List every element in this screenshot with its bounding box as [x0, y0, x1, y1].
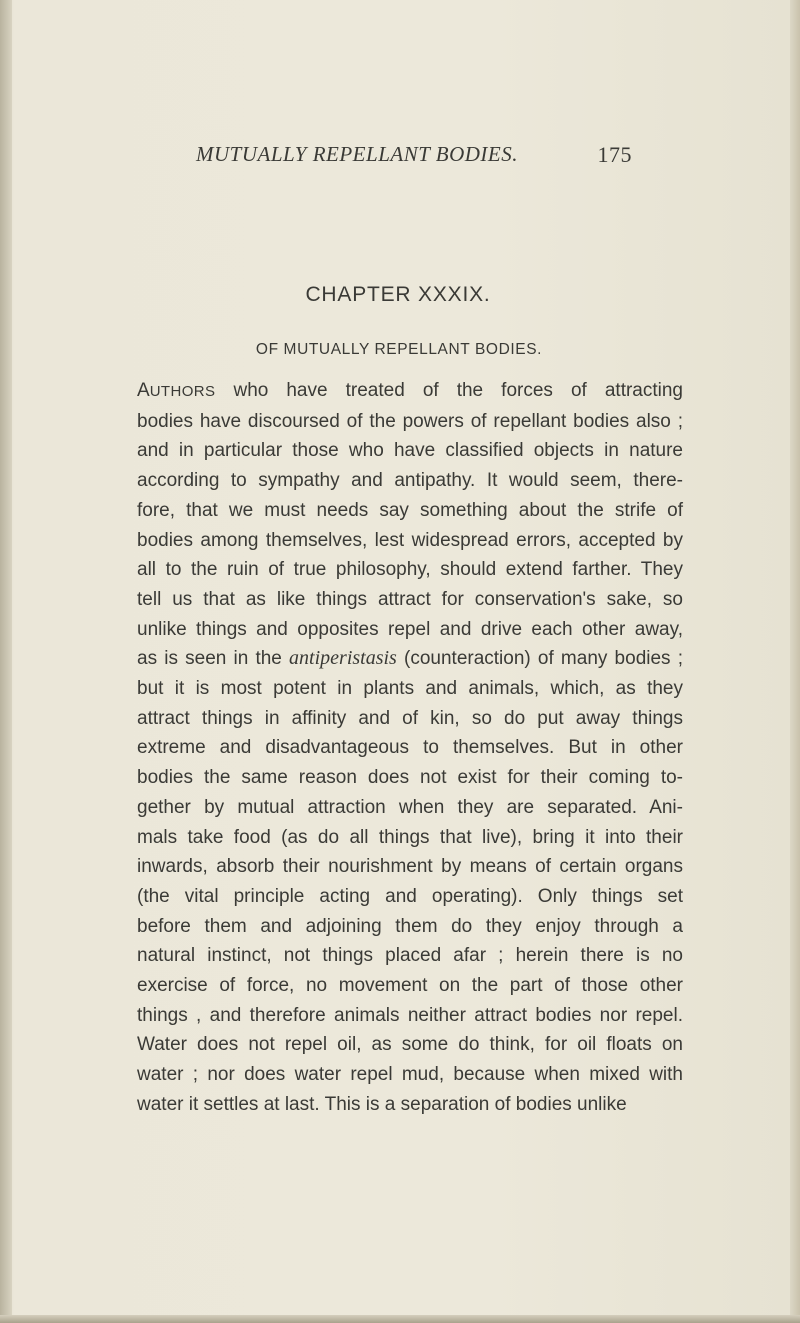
- text-line: water it settles at last. This is a separation of bodies unlike: [137, 1093, 627, 1115]
- text-line: (the vital principle acting and operating). Only things set: [137, 885, 683, 907]
- chapter-subtitle: OF MUTUALLY REPELLANT BODIES.: [255, 341, 543, 358]
- text-line: natural instinct, not things placed afar ; herein there is no: [137, 945, 683, 967]
- chapter-title: CHAPTER XXXIX.: [305, 283, 491, 306]
- text-line: exercise of force, no movement on the part of those other: [137, 975, 683, 997]
- text-line: water ; nor does water repel mud, because when mixed with: [137, 1064, 683, 1086]
- page-edge-left: [0, 0, 12, 1323]
- text-line: before them and adjoining them do they enjoy through a: [137, 915, 683, 937]
- text-line: tell us that as like things attract for conservation's sake, so: [137, 588, 683, 610]
- italic-term: antiperistasis: [289, 647, 397, 670]
- text-line: mals take food (as do all things that live), bring it into their: [137, 826, 683, 848]
- text-line: bodies among themselves, lest widespread errors, accepted by: [137, 529, 683, 551]
- text-line: inwards, absorb their nourishment by means of certain organs: [137, 856, 683, 878]
- text-line: according to sympathy and antipathy. It would seem, there-: [137, 470, 683, 492]
- page-edge-bottom: [0, 1315, 800, 1323]
- line-text: who have treated of the forces of attracting: [215, 380, 683, 401]
- line-text: (counteraction) of many bodies ;: [396, 648, 683, 670]
- text-line: but it is most potent in plants and animals, which, as they: [137, 678, 683, 700]
- text-line: [137, 644, 683, 674]
- text-line: bodies the same reason does not exist for their coming to-: [137, 767, 683, 789]
- text-line: extreme and disadvantageous to themselves. But in other: [137, 737, 683, 759]
- text-line: things , and therefore animals neither attract bodies nor repel.: [137, 1004, 683, 1026]
- page-edge-right: [790, 0, 800, 1323]
- running-head: [196, 142, 632, 168]
- drop-cap: A: [137, 380, 150, 401]
- page-number: 175: [597, 142, 632, 167]
- text-line: fore, that we must needs say something about the strife of: [137, 499, 683, 521]
- body-text: [137, 376, 683, 1120]
- text-line: bodies have discoursed of the powers of repellant bodies also ;: [137, 410, 683, 432]
- text-line: Water does not repel oil, as some do think, for oil floats on: [137, 1034, 683, 1056]
- small-caps-word: UTHORS: [149, 383, 216, 400]
- running-head-title: MUTUALLY REPELLANT BODIES.: [196, 142, 518, 166]
- line-text: as is seen in the: [137, 648, 290, 670]
- text-line: gether by mutual attraction when they are separated. Ani-: [137, 796, 683, 818]
- text-line: [137, 376, 683, 407]
- text-line: attract things in affinity and of kin, so do put away things: [137, 707, 683, 729]
- text-line: all to the ruin of true philosophy, should extend farther. They: [137, 559, 683, 581]
- text-line: and in particular those who have classified objects in nature: [137, 440, 683, 462]
- text-line: unlike things and opposites repel and drive each other away,: [137, 618, 683, 640]
